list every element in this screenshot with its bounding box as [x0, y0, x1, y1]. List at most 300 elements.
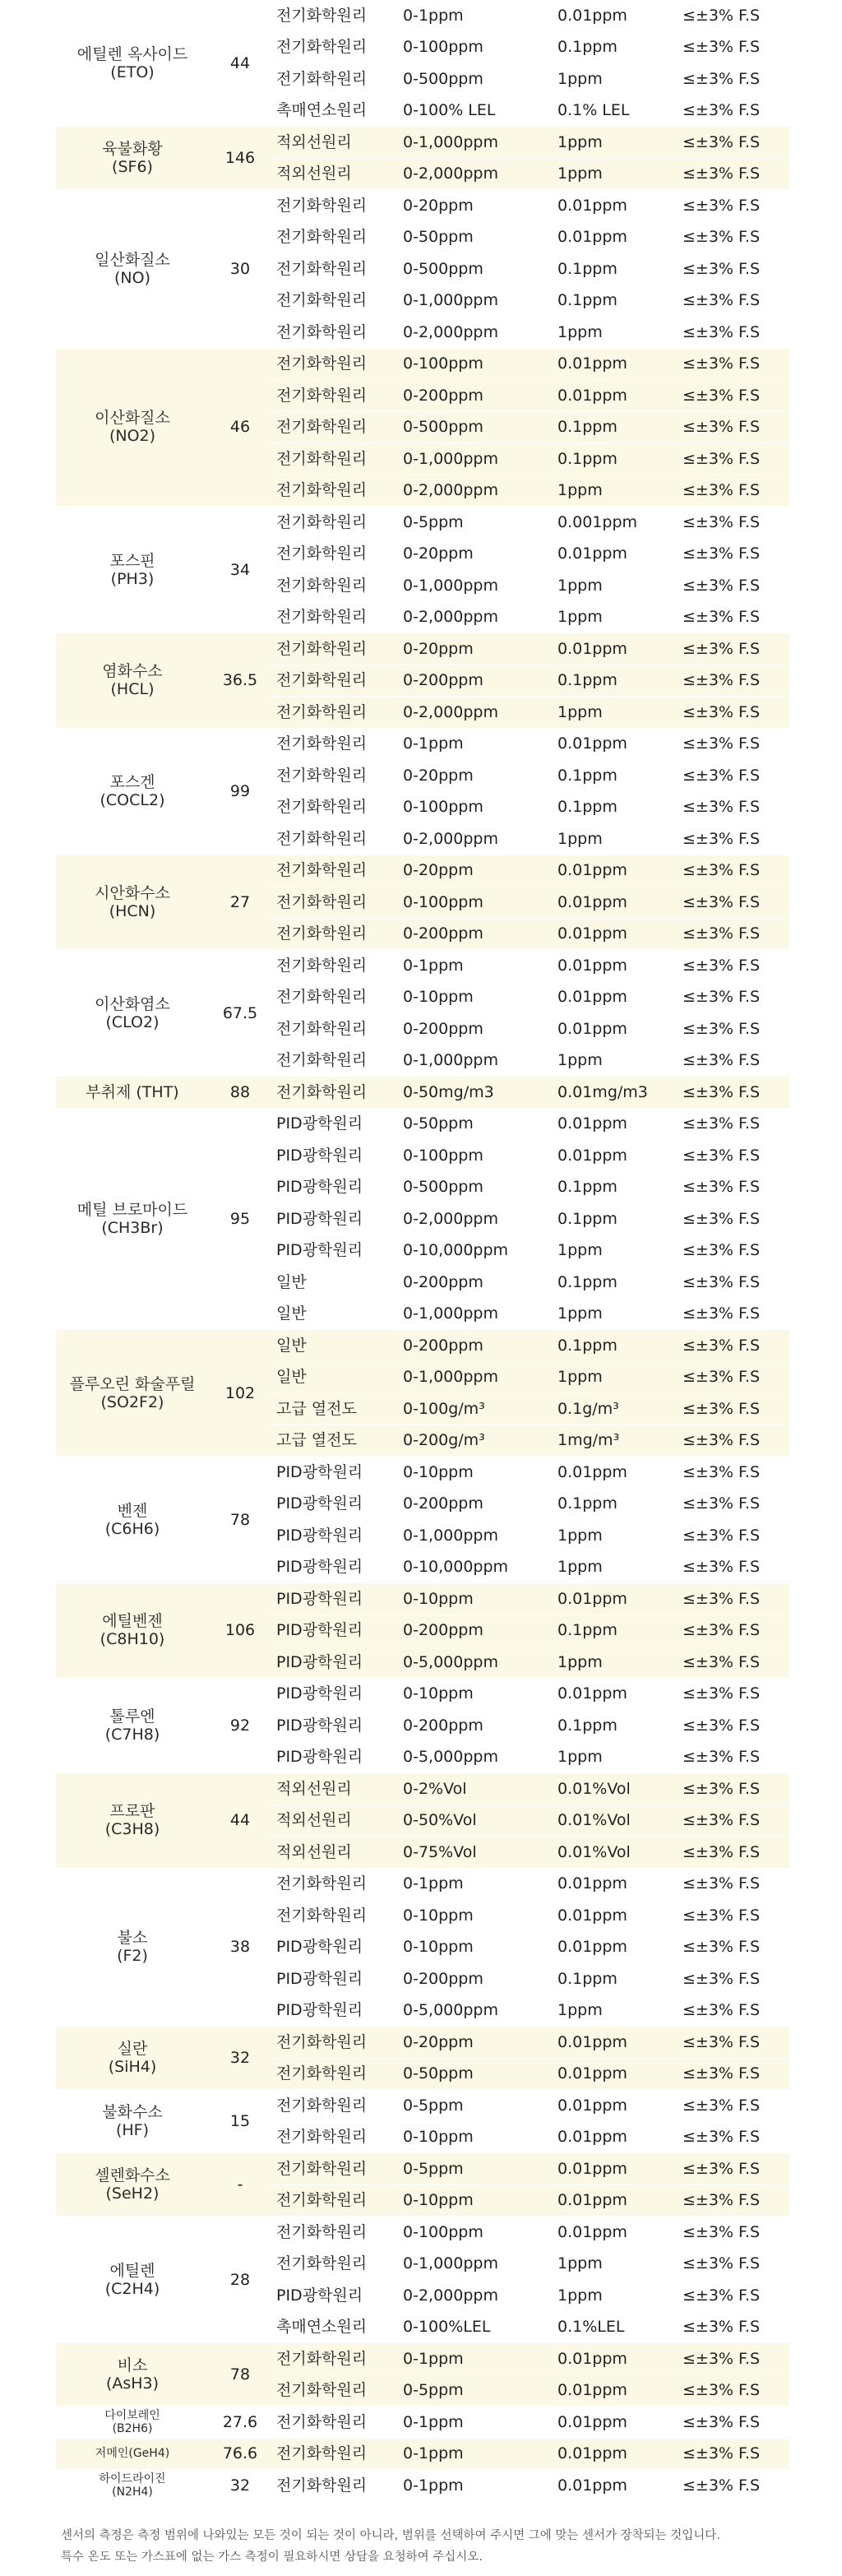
- detection-method: 전기화학원리: [271, 2058, 393, 2090]
- resolution: 1ppm: [549, 1298, 674, 1330]
- resolution: 1ppm: [549, 1361, 674, 1393]
- measure-range: 0-200ppm: [393, 1330, 549, 1362]
- resolution: 0.1ppm: [549, 760, 674, 792]
- measure-range: 0-1ppm: [393, 2438, 549, 2470]
- gas-formula: (SeH2): [105, 2185, 160, 2203]
- resolution: 0.1% LEL: [549, 95, 674, 127]
- measure-range: 0-50ppm: [393, 1108, 549, 1140]
- detection-method: 전기화학원리: [271, 2185, 393, 2217]
- accuracy: ≤±3% F.S: [674, 2027, 789, 2059]
- measure-range: 0-100ppm: [393, 31, 549, 63]
- resolution: 0.1ppm: [549, 1203, 674, 1235]
- measure-range: 0-1,000ppm: [393, 443, 549, 475]
- detection-method: PID광학원리: [271, 1678, 393, 1710]
- gas-name-cell: [56, 1108, 209, 1330]
- detection-method: 전기화학원리: [271, 728, 393, 760]
- accuracy: ≤±3% F.S: [674, 1995, 789, 2027]
- measure-range: 0-200ppm: [393, 1488, 549, 1520]
- molecular-weight: 27: [209, 855, 271, 950]
- table-row: [56, 855, 789, 887]
- accuracy: ≤±3% F.S: [674, 317, 789, 349]
- accuracy: ≤±3% F.S: [674, 1678, 789, 1710]
- gas-formula: (HCN): [109, 901, 156, 920]
- resolution: 0.01ppm: [549, 2343, 674, 2375]
- accuracy: ≤±3% F.S: [674, 475, 789, 507]
- measure-range: 0-5,000ppm: [393, 1647, 549, 1679]
- detection-method: 전기화학원리: [271, 190, 393, 222]
- gas-name-cell: [56, 127, 209, 190]
- resolution: 0.01ppm: [549, 2217, 674, 2249]
- table-row: [56, 2438, 789, 2470]
- detection-method: PID광학원리: [271, 1583, 393, 1615]
- gas-name: 톨루엔: [109, 1707, 155, 1726]
- measure-range: 0-20ppm: [393, 760, 549, 792]
- measure-range: 0-50%Vol: [393, 1805, 549, 1837]
- gas-name-cell: [56, 2027, 209, 2090]
- resolution: 0.01ppm: [549, 918, 674, 950]
- accuracy: ≤±3% F.S: [674, 2470, 789, 2502]
- accuracy: ≤±3% F.S: [674, 1741, 789, 1773]
- gas-formula: (B2H6): [112, 2421, 153, 2435]
- accuracy: ≤±3% F.S: [674, 443, 789, 475]
- gas-formula: (C6H6): [104, 1519, 160, 1538]
- molecular-weight: -: [209, 2153, 271, 2217]
- gas-name-cell: [56, 2217, 209, 2343]
- detection-method: PID광학원리: [271, 1615, 393, 1647]
- gas-name: 이산화염소: [95, 994, 170, 1013]
- gas-formula: (SiH4): [108, 2058, 157, 2076]
- detection-method: 전기화학원리: [271, 2248, 393, 2280]
- molecular-weight: 15: [209, 2090, 271, 2153]
- accuracy: ≤±3% F.S: [674, 1805, 789, 1837]
- accuracy: ≤±3% F.S: [674, 1773, 789, 1805]
- measure-range: 0-200ppm: [393, 1963, 549, 1995]
- detection-method: 전기화학원리: [271, 918, 393, 950]
- resolution: 0.01%Vol: [549, 1805, 674, 1837]
- table-row: [56, 1773, 789, 1805]
- accuracy: ≤±3% F.S: [674, 918, 789, 950]
- measure-range: 0-20ppm: [393, 2027, 549, 2059]
- resolution: 0.01mg/m3: [549, 1077, 674, 1109]
- accuracy: ≤±3% F.S: [674, 2121, 789, 2153]
- accuracy: ≤±3% F.S: [674, 221, 789, 253]
- table-row: [56, 728, 789, 760]
- detection-method: PID광학원리: [271, 1108, 393, 1140]
- accuracy: ≤±3% F.S: [674, 1488, 789, 1520]
- detection-method: 전기화학원리: [271, 253, 393, 285]
- accuracy: ≤±3% F.S: [674, 538, 789, 570]
- resolution: 1ppm: [549, 1995, 674, 2027]
- resolution: 0.01ppm: [549, 2185, 674, 2217]
- measure-range: 0-500ppm: [393, 1171, 549, 1203]
- resolution: 0.01ppm: [549, 950, 674, 982]
- table-row: [56, 127, 789, 159]
- gas-formula: (N2H4): [112, 2485, 153, 2499]
- detection-method: 전기화학원리: [271, 63, 393, 95]
- accuracy: ≤±3% F.S: [674, 855, 789, 887]
- table-row: [56, 1678, 789, 1710]
- detection-method: 전기화학원리: [271, 791, 393, 823]
- detection-method: 전기화학원리: [271, 2343, 393, 2375]
- molecular-weight: 95: [209, 1108, 271, 1330]
- gas-name-cell: [56, 1773, 209, 1869]
- measure-range: 0-2,000ppm: [393, 697, 549, 729]
- accuracy: ≤±3% F.S: [674, 1583, 789, 1615]
- accuracy: ≤±3% F.S: [674, 1013, 789, 1045]
- gas-name: 실란: [117, 2040, 148, 2058]
- gas-formula: (ETO): [110, 63, 155, 81]
- accuracy: ≤±3% F.S: [674, 1330, 789, 1362]
- table-row: [56, 1108, 789, 1140]
- resolution: 1ppm: [549, 475, 674, 507]
- measure-range: 0-100ppm: [393, 2217, 549, 2249]
- accuracy: ≤±3% F.S: [674, 1457, 789, 1489]
- detection-method: 고급 열전도: [271, 1425, 393, 1457]
- resolution: 1ppm: [549, 1741, 674, 1773]
- table-row: [56, 1583, 789, 1615]
- accuracy: ≤±3% F.S: [674, 2153, 789, 2185]
- gas-name: 하이드라이진: [99, 2472, 166, 2486]
- accuracy: ≤±3% F.S: [674, 253, 789, 285]
- accuracy: ≤±3% F.S: [674, 1520, 789, 1552]
- detection-method: 적외선원리: [271, 1773, 393, 1805]
- detection-method: 전기화학원리: [271, 665, 393, 697]
- table-row: [56, 507, 789, 539]
- accuracy: ≤±3% F.S: [674, 728, 789, 760]
- measure-range: 0-100ppm: [393, 791, 549, 823]
- gas-formula: (C2H4): [104, 2279, 160, 2298]
- accuracy: ≤±3% F.S: [674, 1900, 789, 1932]
- accuracy: ≤±3% F.S: [674, 1868, 789, 1900]
- gas-formula: (CH3Br): [101, 1218, 164, 1237]
- resolution: 1mg/m³: [549, 1425, 674, 1457]
- measure-range: 0-10ppm: [393, 1931, 549, 1963]
- measure-range: 0-500ppm: [393, 253, 549, 285]
- accuracy: ≤±3% F.S: [674, 601, 789, 633]
- molecular-weight: 76.6: [209, 2438, 271, 2470]
- gas-name: 부취제 (THT): [86, 1082, 179, 1101]
- accuracy: ≤±3% F.S: [674, 1931, 789, 1963]
- gas-name: 염화수소: [102, 662, 163, 681]
- detection-method: 일반: [271, 1267, 393, 1299]
- detection-method: 일반: [271, 1361, 393, 1393]
- accuracy: ≤±3% F.S: [674, 1647, 789, 1679]
- accuracy: ≤±3% F.S: [674, 1361, 789, 1393]
- resolution: 0.01ppm: [549, 2470, 674, 2502]
- resolution: 0.1ppm: [549, 1963, 674, 1995]
- detection-method: PID광학원리: [271, 1488, 393, 1520]
- resolution: 1ppm: [549, 601, 674, 633]
- detection-method: 일반: [271, 1298, 393, 1330]
- table-row: [56, 2090, 789, 2122]
- detection-method: 전기화학원리: [271, 855, 393, 887]
- resolution: 1ppm: [549, 1520, 674, 1552]
- measure-range: 0-2,000ppm: [393, 158, 549, 190]
- gas-formula: (PH3): [110, 569, 155, 588]
- gas-name: 플루오린 화술푸릴: [69, 1374, 196, 1393]
- measure-range: 0-5ppm: [393, 507, 549, 539]
- measure-range: 0-2,000ppm: [393, 601, 549, 633]
- gas-name: 벤젠: [117, 1501, 148, 1520]
- table-row: [56, 2407, 789, 2439]
- measure-range: 0-1,000ppm: [393, 1045, 549, 1077]
- molecular-weight: 78: [209, 1457, 271, 1583]
- detection-method: 전기화학원리: [271, 601, 393, 633]
- table-row: [56, 1330, 789, 1362]
- molecular-weight: 30: [209, 190, 271, 349]
- detection-method: 전기화학원리: [271, 633, 393, 665]
- measure-range: 0-1,000ppm: [393, 570, 549, 602]
- accuracy: ≤±3% F.S: [674, 380, 789, 412]
- table-row: [56, 2153, 789, 2185]
- footnote-consult: 특수 온도 또는 가스표에 없는 가스 측정이 필요하시면 상담을 요청하여 주십시오.: [61, 2551, 483, 2564]
- measure-range: 0-50ppm: [393, 221, 549, 253]
- accuracy: ≤±3% F.S: [674, 2407, 789, 2439]
- measure-range: 0-1,000ppm: [393, 127, 549, 159]
- measure-range: 0-1ppm: [393, 950, 549, 982]
- measure-range: 0-1,000ppm: [393, 2248, 549, 2280]
- detection-method: 고급 열전도: [271, 1393, 393, 1425]
- footnote-range: 센서의 측정은 측정 범위에 나와있는 모든 것이 되는 것이 아니라, 범위를 선택하여 주시면 그에 맞는 센서가 장착되는 것입니다.: [61, 2529, 720, 2542]
- measure-range: 0-2,000ppm: [393, 317, 549, 349]
- gas-name-cell: [56, 1077, 209, 1109]
- detection-method: 전기화학원리: [271, 475, 393, 507]
- resolution: 1ppm: [549, 1647, 674, 1679]
- molecular-weight: 88: [209, 1077, 271, 1109]
- resolution: 0.1ppm: [549, 443, 674, 475]
- gas-formula: (AsH3): [105, 2374, 160, 2393]
- measure-range: 0-1,000ppm: [393, 1361, 549, 1393]
- molecular-weight: 46: [209, 348, 271, 507]
- gas-formula: (HF): [115, 2121, 150, 2139]
- accuracy: ≤±3% F.S: [674, 1710, 789, 1742]
- detection-method: 전기화학원리: [271, 380, 393, 412]
- gas-formula: (NO2): [109, 427, 156, 446]
- accuracy: ≤±3% F.S: [674, 1171, 789, 1203]
- detection-method: 전기화학원리: [271, 221, 393, 253]
- resolution: 0.1ppm: [549, 411, 674, 443]
- gas-name: 포스겐: [109, 773, 155, 791]
- accuracy: ≤±3% F.S: [674, 158, 789, 190]
- measure-range: 0-75%Vol: [393, 1837, 549, 1869]
- measure-range: 0-20ppm: [393, 538, 549, 570]
- gas-formula: (C3H8): [104, 1820, 160, 1839]
- measure-range: 0-100ppm: [393, 887, 549, 919]
- measure-range: 0-1ppm: [393, 1868, 549, 1900]
- gas-name-cell: [56, 1457, 209, 1583]
- gas-name-cell: [56, 2470, 209, 2502]
- detection-method: 전기화학원리: [271, 1045, 393, 1077]
- accuracy: ≤±3% F.S: [674, 2058, 789, 2090]
- table-row: [56, 190, 789, 222]
- measure-range: 0-5ppm: [393, 2153, 549, 2185]
- gas-name-cell: [56, 0, 209, 127]
- measure-range: 0-10ppm: [393, 1583, 549, 1615]
- resolution: 1ppm: [549, 823, 674, 855]
- detection-method: PID광학원리: [271, 1203, 393, 1235]
- molecular-weight: 38: [209, 1868, 271, 2027]
- detection-method: 전기화학원리: [271, 411, 393, 443]
- accuracy: ≤±3% F.S: [674, 2311, 789, 2343]
- resolution: 0.1ppm: [549, 665, 674, 697]
- table-row: [56, 1077, 789, 1109]
- accuracy: ≤±3% F.S: [674, 63, 789, 95]
- measure-range: 0-20ppm: [393, 190, 549, 222]
- resolution: 0.01ppm: [549, 1678, 674, 1710]
- resolution: 0.01ppm: [549, 887, 674, 919]
- resolution: 0.01ppm: [549, 1140, 674, 1172]
- detection-method: PID광학원리: [271, 1995, 393, 2027]
- gas-name-cell: [56, 2153, 209, 2217]
- resolution: 0.01ppm: [549, 2058, 674, 2090]
- accuracy: ≤±3% F.S: [674, 1551, 789, 1583]
- gas-name: 에틸렌 옥사이드: [76, 44, 188, 63]
- resolution: 0.01ppm: [549, 1900, 674, 1932]
- detection-method: 전기화학원리: [271, 2153, 393, 2185]
- resolution: 0.01ppm: [549, 728, 674, 760]
- measure-range: 0-200ppm: [393, 1267, 549, 1299]
- measure-range: 0-200ppm: [393, 665, 549, 697]
- accuracy: ≤±3% F.S: [674, 2090, 789, 2122]
- accuracy: ≤±3% F.S: [674, 1425, 789, 1457]
- resolution: 1ppm: [549, 1045, 674, 1077]
- measure-range: 0-200ppm: [393, 1615, 549, 1647]
- resolution: 0.01ppm: [549, 1108, 674, 1140]
- detection-method: 전기화학원리: [271, 2121, 393, 2153]
- table-row: [56, 1868, 789, 1900]
- detection-method: PID광학원리: [271, 1171, 393, 1203]
- measure-range: 0-500ppm: [393, 63, 549, 95]
- detection-method: PID광학원리: [271, 1235, 393, 1267]
- accuracy: ≤±3% F.S: [674, 570, 789, 602]
- detection-method: 적외선원리: [271, 127, 393, 159]
- detection-method: 전기화학원리: [271, 507, 393, 539]
- resolution: 0.01ppm: [549, 380, 674, 412]
- detection-method: 적외선원리: [271, 158, 393, 190]
- table-row: [56, 950, 789, 982]
- accuracy: ≤±3% F.S: [674, 760, 789, 792]
- detection-method: 전기화학원리: [271, 285, 393, 317]
- molecular-weight: 99: [209, 728, 271, 855]
- gas-formula: (C7H8): [104, 1725, 160, 1744]
- molecular-weight: 146: [209, 127, 271, 190]
- detection-method: 전기화학원리: [271, 1077, 393, 1109]
- molecular-weight: 92: [209, 1678, 271, 1773]
- gas-formula: (SO2F2): [100, 1392, 164, 1411]
- measure-range: 0-2%Vol: [393, 1773, 549, 1805]
- resolution: 1ppm: [549, 1551, 674, 1583]
- gas-name-cell: [56, 950, 209, 1077]
- gas-formula: (NO): [114, 268, 150, 287]
- resolution: 0.01ppm: [549, 0, 674, 31]
- resolution: 1ppm: [549, 63, 674, 95]
- resolution: 1ppm: [549, 127, 674, 159]
- measure-range: 0-100%LEL: [393, 2311, 549, 2343]
- measure-range: 0-10,000ppm: [393, 1235, 549, 1267]
- resolution: 1ppm: [549, 2248, 674, 2280]
- resolution: 1ppm: [549, 570, 674, 602]
- gas-name: 일산화질소: [95, 250, 170, 269]
- gas-name: 다이보레인: [104, 2408, 160, 2422]
- resolution: 1ppm: [549, 158, 674, 190]
- gas-formula: (F2): [117, 1947, 148, 1966]
- resolution: 1ppm: [549, 317, 674, 349]
- measure-range: 0-10ppm: [393, 2121, 549, 2153]
- accuracy: ≤±3% F.S: [674, 190, 789, 222]
- detection-method: 전기화학원리: [271, 950, 393, 982]
- resolution: 0.1ppm: [549, 1615, 674, 1647]
- resolution: 0.1ppm: [549, 253, 674, 285]
- gas-name: 육불화황: [102, 140, 163, 158]
- measure-range: 0-1,000ppm: [393, 285, 549, 317]
- gas-name: 에틸렌: [109, 2261, 155, 2280]
- resolution: 0.1ppm: [549, 285, 674, 317]
- gas-spec-table-body: [56, 0, 789, 2501]
- measure-range: 0-1ppm: [393, 728, 549, 760]
- molecular-weight: 34: [209, 507, 271, 633]
- detection-method: PID광학원리: [271, 1140, 393, 1172]
- detection-method: PID광학원리: [271, 1931, 393, 1963]
- resolution: 0.01%Vol: [549, 1837, 674, 1869]
- accuracy: ≤±3% F.S: [674, 507, 789, 539]
- resolution: 0.001ppm: [549, 507, 674, 539]
- detection-method: 전기화학원리: [271, 570, 393, 602]
- measure-range: 0-200g/m³: [393, 1425, 549, 1457]
- detection-method: 전기화학원리: [271, 1868, 393, 1900]
- accuracy: ≤±3% F.S: [674, 2217, 789, 2249]
- gas-name-cell: [56, 1583, 209, 1679]
- gas-name-cell: [56, 348, 209, 507]
- accuracy: ≤±3% F.S: [674, 348, 789, 380]
- measure-range: 0-100% LEL: [393, 95, 549, 127]
- resolution: 0.01ppm: [549, 1013, 674, 1045]
- detection-method: 적외선원리: [271, 1805, 393, 1837]
- accuracy: ≤±3% F.S: [674, 665, 789, 697]
- resolution: 0.01ppm: [549, 633, 674, 665]
- measure-range: 0-1ppm: [393, 0, 549, 31]
- gas-name: 불소: [117, 1929, 148, 1948]
- detection-method: PID광학원리: [271, 1963, 393, 1995]
- accuracy: ≤±3% F.S: [674, 2343, 789, 2375]
- measure-range: 0-5ppm: [393, 2374, 549, 2407]
- accuracy: ≤±3% F.S: [674, 2185, 789, 2217]
- measure-range: 0-5,000ppm: [393, 1741, 549, 1773]
- measure-range: 0-50ppm: [393, 2058, 549, 2090]
- resolution: 0.01ppm: [549, 190, 674, 222]
- gas-name-cell: [56, 507, 209, 633]
- molecular-weight: 32: [209, 2470, 271, 2502]
- resolution: 0.01ppm: [549, 2153, 674, 2185]
- gas-name-cell: [56, 2407, 209, 2439]
- detection-method: PID광학원리: [271, 1457, 393, 1489]
- measure-range: 0-100g/m³: [393, 1393, 549, 1425]
- gas-name: 에틸벤젠: [102, 1612, 163, 1631]
- molecular-weight: 28: [209, 2217, 271, 2343]
- accuracy: ≤±3% F.S: [674, 791, 789, 823]
- gas-name: 메틸 브로마이드: [76, 1200, 188, 1219]
- detection-method: 전기화학원리: [271, 2470, 393, 2502]
- table-row: [56, 2470, 789, 2502]
- detection-method: 전기화학원리: [271, 981, 393, 1013]
- resolution: 0.01ppm: [549, 1868, 674, 1900]
- gas-name-cell: [56, 2438, 209, 2470]
- gas-name-cell: [56, 728, 209, 855]
- measure-range: 0-10,000ppm: [393, 1551, 549, 1583]
- measure-range: 0-2,000ppm: [393, 2280, 549, 2312]
- molecular-weight: 32: [209, 2027, 271, 2090]
- accuracy: ≤±3% F.S: [674, 887, 789, 919]
- resolution: 0.01ppm: [549, 2438, 674, 2470]
